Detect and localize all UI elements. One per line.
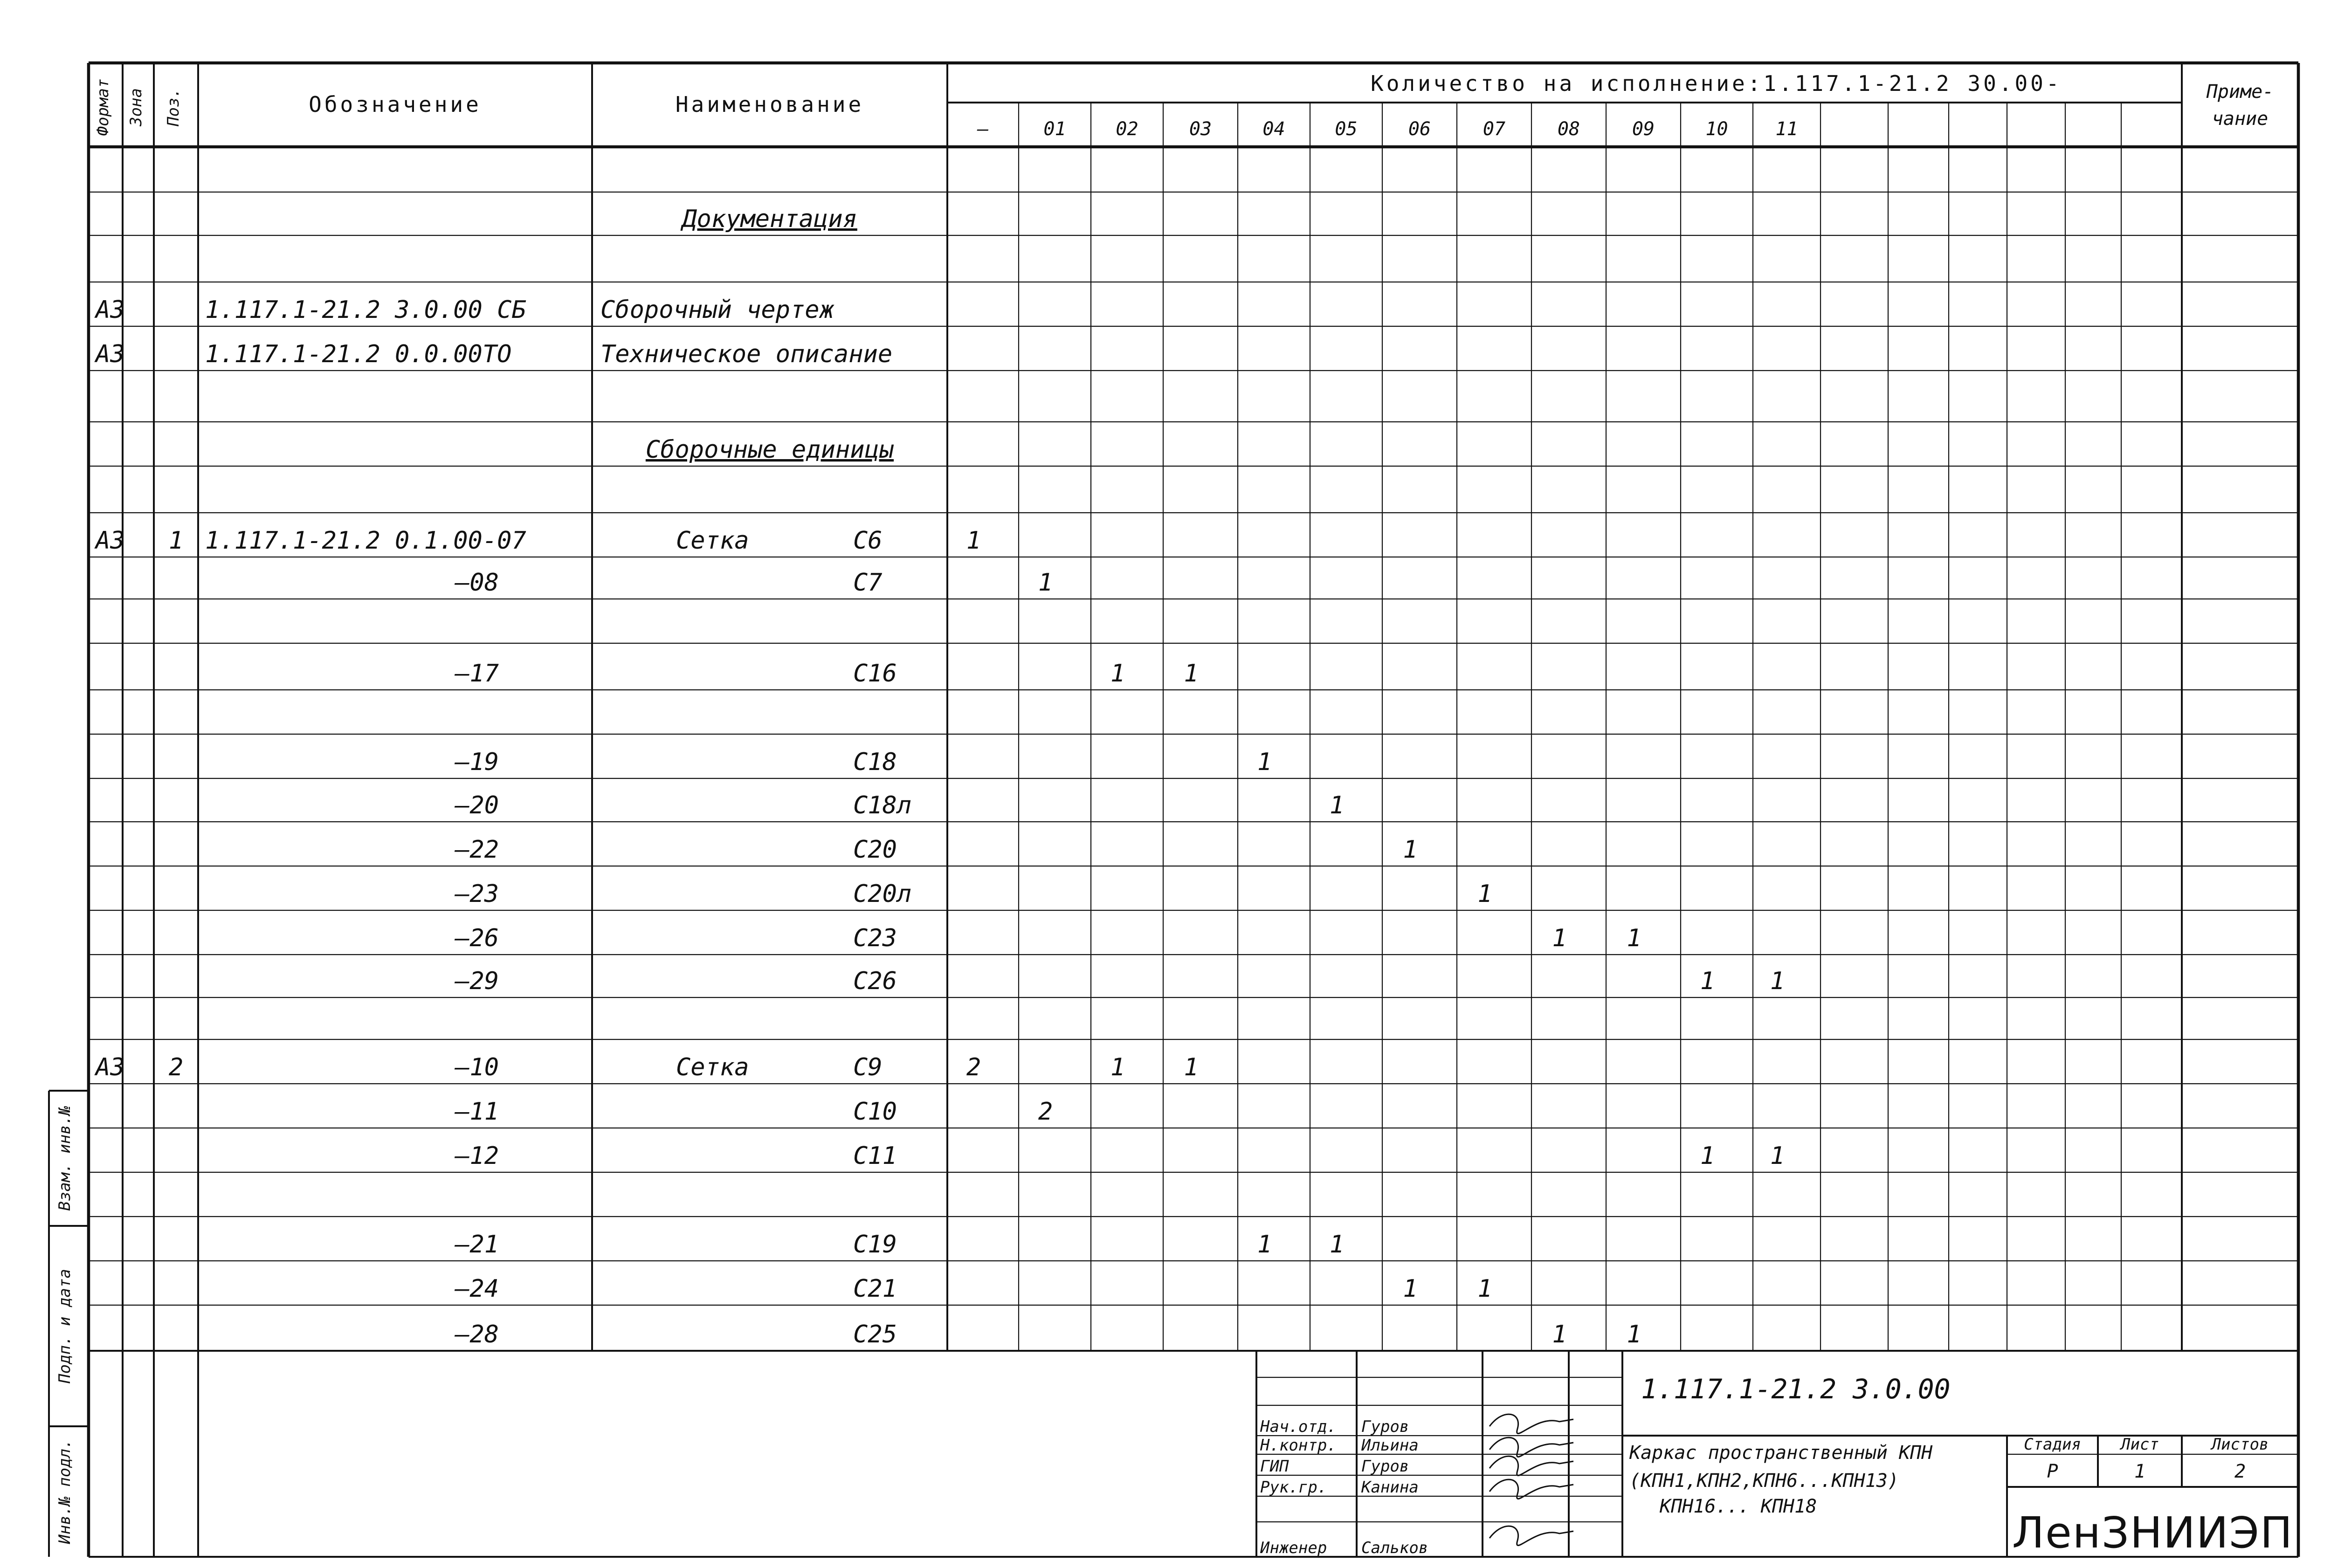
table-row	[454, 1275, 1492, 1303]
row-code: С20л	[853, 880, 912, 908]
table-row	[454, 1320, 1641, 1348]
sheets-label: Листов	[2211, 1435, 2269, 1454]
title-line: (КПН1,КПН2,КПН6...КПН13)	[1629, 1470, 1899, 1492]
row-code: С19	[853, 1231, 897, 1259]
stage-value: Р	[2047, 1461, 2058, 1482]
table-row	[454, 836, 1418, 864]
header-zone: Зона	[127, 88, 145, 126]
section-title: Документация	[682, 205, 857, 233]
variant-col-01: 01	[1043, 118, 1066, 140]
table-row	[454, 1142, 1785, 1170]
row-name: Техническое описание	[600, 340, 893, 368]
row-code: С7	[853, 569, 883, 597]
sheets-value: 2	[2234, 1461, 2246, 1482]
qty-value: 1	[1700, 1142, 1715, 1170]
sheet-label: Лист	[2121, 1435, 2159, 1454]
variant-col-08: 08	[1557, 118, 1580, 140]
table-row	[454, 1231, 1344, 1259]
row-code: С20	[853, 836, 897, 864]
row-code: С25	[853, 1320, 897, 1348]
row-designation: –17	[455, 660, 499, 688]
row-designation: –20	[455, 791, 499, 819]
row-designation: –29	[455, 967, 499, 995]
qty-value: 1	[1403, 1275, 1418, 1303]
qty-value: 1	[1552, 1320, 1567, 1348]
qty-value: 2	[1038, 1098, 1053, 1126]
header-note: Приме-	[2206, 81, 2274, 103]
variant-col-10: 10	[1705, 118, 1728, 140]
qty-value: 2	[966, 1053, 981, 1081]
row-designation: –10	[455, 1053, 499, 1081]
table-grid	[89, 63, 2298, 1557]
row-pos: 1	[168, 527, 184, 555]
table-row	[454, 1098, 1053, 1126]
person-name: Канина	[1361, 1478, 1419, 1497]
title-block	[1256, 1351, 2298, 1558]
signatures	[1490, 1414, 1573, 1545]
row-name: Сборочный чертеж	[600, 296, 834, 324]
row-code: С26	[853, 967, 897, 995]
variant-col-04: 04	[1262, 118, 1285, 140]
qty-value: 1	[1403, 836, 1418, 864]
person-name: Ильина	[1361, 1436, 1419, 1455]
header-name: Наименование	[675, 92, 864, 117]
side-inv-label: Взам. инв.№	[55, 1106, 74, 1211]
qty-value: 1	[1627, 1320, 1641, 1348]
row-designation: –28	[455, 1320, 499, 1348]
row-designation: –19	[455, 748, 499, 776]
variant-col-09: 09	[1632, 118, 1655, 140]
row-format: А3	[96, 1053, 125, 1081]
row-designation: –11	[455, 1098, 499, 1126]
variant-col-05: 05	[1335, 118, 1358, 140]
row-designation: –12	[455, 1142, 499, 1170]
header-format: Формат	[94, 78, 112, 136]
table-row	[94, 1053, 1199, 1081]
row-name: Сетка	[676, 1053, 749, 1081]
qty-value: 1	[1110, 660, 1125, 688]
table-row	[94, 527, 981, 555]
table-header	[94, 71, 2274, 140]
side-orig-label: Инв.№ подл.	[55, 1439, 74, 1544]
table-row	[454, 748, 1272, 776]
qty-value: 1	[1627, 924, 1641, 952]
signature-mark	[1490, 1414, 1573, 1433]
table-row	[646, 436, 894, 464]
qty-value: 1	[1477, 1275, 1492, 1303]
qty-value: 1	[1184, 660, 1199, 688]
qty-value: 1	[1038, 569, 1053, 597]
row-code: С18л	[853, 791, 912, 819]
table-row	[454, 880, 1492, 908]
qty-value: 1	[1770, 967, 1785, 995]
organization-name: ЛенЗНИИЭП	[2012, 1508, 2294, 1558]
role-label: ГИП	[1260, 1457, 1289, 1476]
row-designation: 1.117.1-21.2 3.0.00 СБ	[205, 296, 526, 324]
table-row	[94, 340, 892, 368]
row-designation: 1.117.1-21.2 0.0.00ТО	[205, 340, 512, 368]
table-row	[454, 569, 1053, 597]
role-label: Инженер	[1260, 1539, 1327, 1557]
person-name: Гуров	[1361, 1417, 1409, 1436]
header-designation: Обозначение	[309, 92, 482, 117]
qty-value: 1	[966, 527, 981, 555]
person-name: Гуров	[1361, 1457, 1409, 1476]
row-designation: –24	[455, 1275, 499, 1303]
variant-col-11: 11	[1775, 118, 1798, 140]
person-name: Сальков	[1361, 1539, 1428, 1557]
row-code: С11	[853, 1142, 897, 1170]
header-pos: Поз.	[164, 88, 183, 126]
table-row	[454, 924, 1641, 952]
row-designation: –08	[455, 569, 499, 597]
qty-value: 1	[1184, 1053, 1199, 1081]
row-code: С9	[853, 1053, 883, 1081]
row-designation: –22	[455, 836, 499, 864]
row-designation: –26	[455, 924, 499, 952]
header-quantity: Количество на исполнение:1.117.1-21.2 30.00-	[1371, 71, 2062, 96]
row-code: С23	[853, 924, 897, 952]
qty-value: 1	[1110, 1053, 1125, 1081]
table-row	[94, 296, 835, 324]
variant-col-03: 03	[1189, 118, 1212, 140]
row-code: С18	[853, 748, 897, 776]
row-designation: –23	[455, 880, 499, 908]
variant-col-02: 02	[1116, 118, 1138, 140]
variant-col-base: —	[977, 118, 989, 140]
row-code: С21	[853, 1275, 897, 1303]
qty-value: 1	[1329, 1231, 1345, 1259]
row-pos: 2	[168, 1053, 184, 1081]
role-label: Н.контр.	[1260, 1436, 1337, 1455]
signature-mark	[1490, 1456, 1573, 1475]
row-designation: –21	[455, 1231, 499, 1259]
role-label: Рук.гр.	[1260, 1478, 1327, 1497]
header-note: чание	[2212, 108, 2269, 130]
qty-value: 1	[1700, 967, 1715, 995]
role-label: Нач.отд.	[1260, 1417, 1337, 1436]
title-line: КПН16... КПН18	[1660, 1496, 1817, 1517]
row-format: А3	[96, 340, 125, 368]
variant-col-07: 07	[1483, 118, 1506, 140]
row-designation: 1.117.1-21.2 0.1.00-07	[205, 527, 526, 555]
qty-value: 1	[1329, 791, 1345, 819]
sheet-value: 1	[2134, 1461, 2146, 1482]
table-row	[454, 967, 1785, 995]
title-line: Каркас пространственный КПН	[1629, 1442, 1933, 1464]
row-format: А3	[96, 527, 125, 555]
side-stamp	[49, 1091, 89, 1557]
document-number: 1.117.1-21.2 3.0.00	[1641, 1373, 1951, 1405]
qty-value: 1	[1257, 748, 1272, 776]
qty-value: 1	[1257, 1231, 1272, 1259]
table-row	[454, 791, 1344, 819]
signature-mark	[1490, 1526, 1573, 1545]
section-title: Сборочные единицы	[645, 436, 894, 464]
side-sign-label: Подп. и дата	[55, 1269, 74, 1383]
qty-value: 1	[1477, 880, 1492, 908]
row-name: Сетка	[676, 527, 749, 555]
table-row	[680, 205, 857, 233]
qty-value: 1	[1552, 924, 1567, 952]
table-row	[454, 660, 1199, 688]
variant-col-06: 06	[1408, 118, 1431, 140]
stage-label: Стадия	[2024, 1435, 2081, 1454]
qty-value: 1	[1770, 1142, 1785, 1170]
row-format: А3	[96, 296, 125, 324]
row-code: С10	[853, 1098, 897, 1126]
row-code: С6	[853, 527, 883, 555]
row-code: С16	[853, 660, 897, 688]
